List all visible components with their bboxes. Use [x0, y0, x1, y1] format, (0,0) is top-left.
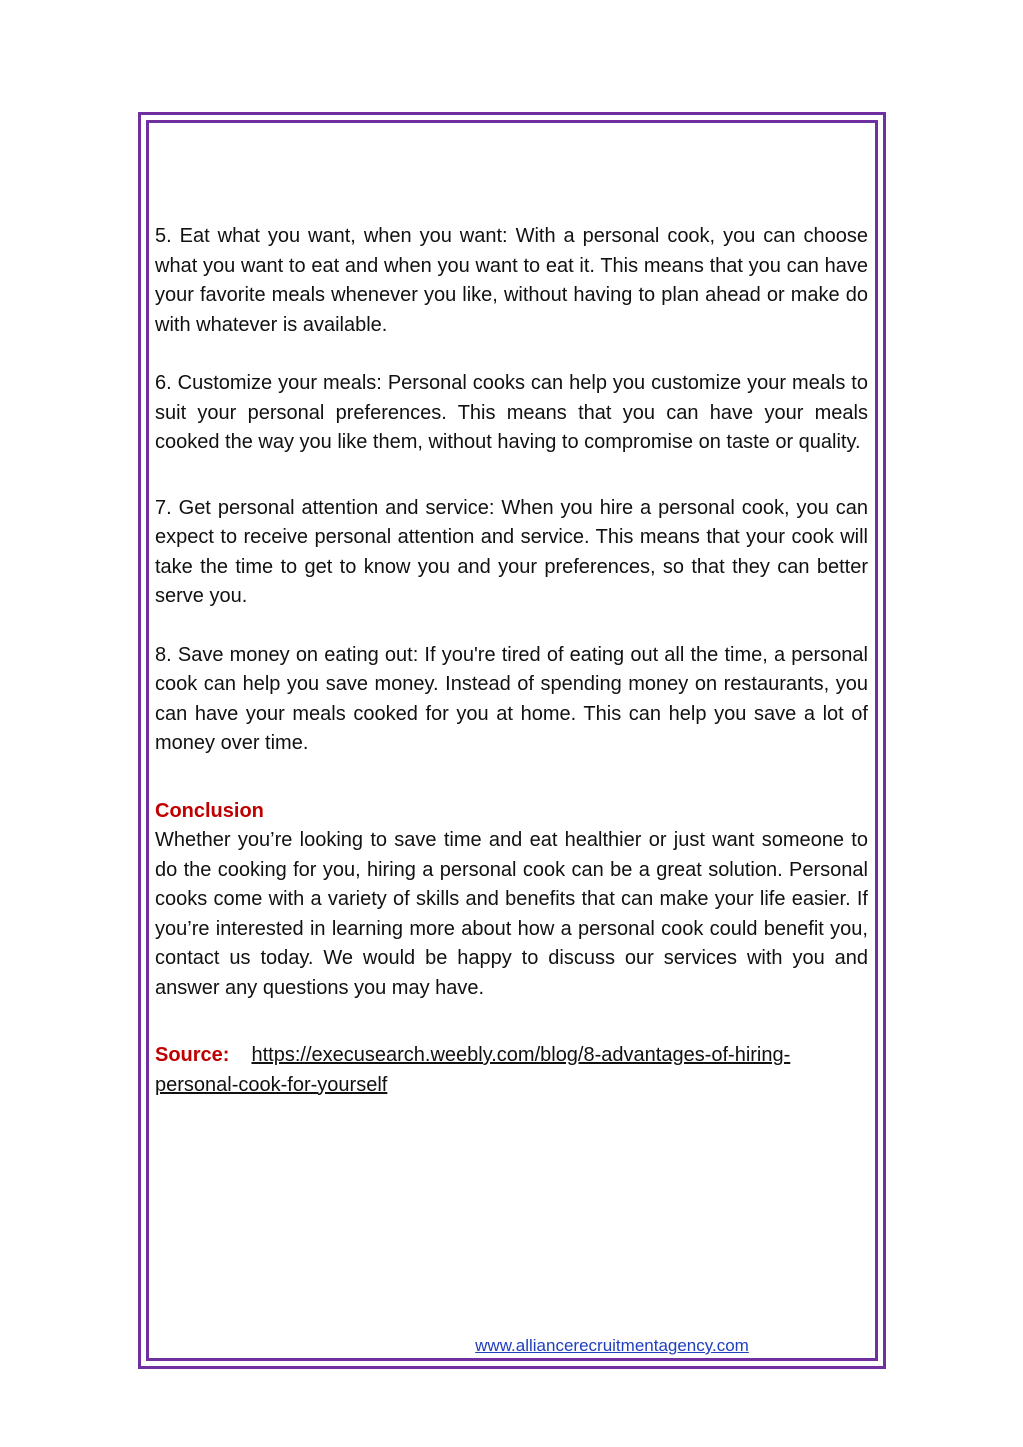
- source-line: [155, 1041, 868, 1100]
- paragraph-customize-meals: 6. Customize your meals: Personal cooks can help you customize your meals to suit your personal preferences. This means that you can have your meals cooked the way you like them, without having to compromise on taste or quality.: [155, 372, 868, 453]
- paragraph-eat-what-you-want: 5. Eat what you want, when you want: With a personal cook, you can choose what you want to eat and when you want to eat it. This means that you can have your favorite meals whenever you like, without having to plan ahead or make do with whatever is available.: [155, 225, 868, 336]
- footer: [146, 1336, 786, 1356]
- footer-website-link[interactable]: www.alliancerecruitmentagency.com: [475, 1336, 749, 1355]
- conclusion-heading: Conclusion: [155, 799, 264, 822]
- paragraph-save-money: 8. Save money on eating out: If you're tired of eating out all the time, a personal cook can help you save money. Instead of spending money on restaurants, you can have your meals cooked for you at home. This can help you save a lot of money over time.: [155, 643, 868, 754]
- source-link[interactable]: https://execusearch.weebly.com/blog/8-advantages-of-hiring-personal-cook-for-yourself: [155, 1044, 791, 1096]
- conclusion-text: Whether you’re looking to save time and eat healthier or just want someone to do the cooking for you, hiring a personal cook can be a great solution. Personal cooks come with a variety of skills and benefits that can make your life easier. If you’re interested in learning more about how a personal cook could benefit you, contact us today. We would be happy to discuss our services with you and answer any questions you may have.: [155, 829, 868, 999]
- paragraph-personal-attention: 7. Get personal attention and service: When you hire a personal cook, you can expect to receive personal attention and service. This means that your cook will take the time to get to know you and your preferences, so that they can better serve you.: [155, 496, 868, 607]
- document-body: [155, 222, 868, 1100]
- source-label: Source:: [155, 1044, 230, 1066]
